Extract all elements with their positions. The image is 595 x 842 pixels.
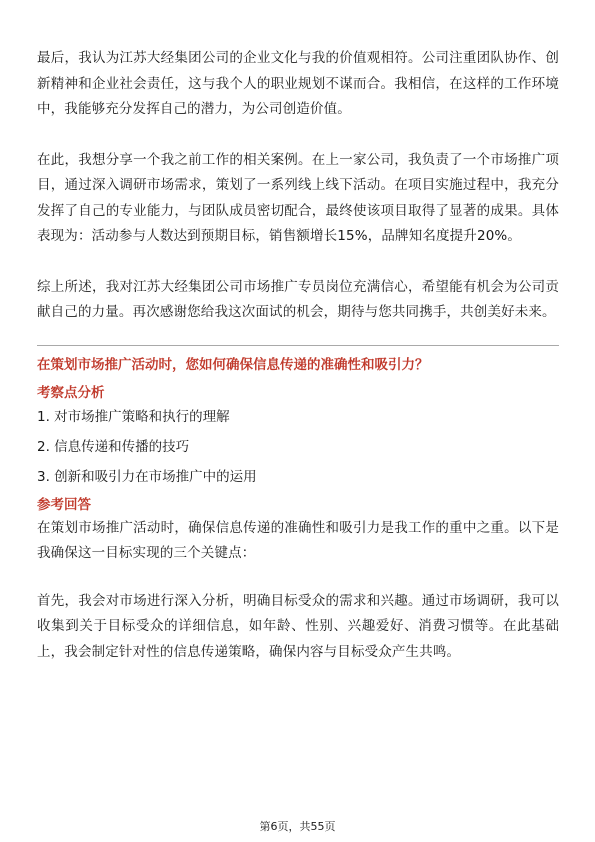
analysis-point: 2. 信息传递和传播的技巧	[37, 438, 190, 455]
intro-paragraph-3: 综上所述，我对江苏大经集团公司市场推广专员岗位充满信心，希望能有机会为公司贡献自己的力量。再次感谢您给我这次面试的机会，期待与您共同携手，共创美好未来。	[37, 278, 559, 320]
analysis-label: 考察点分析	[37, 384, 105, 401]
answer-paragraph-1: 在策划市场推广活动时，确保信息传递的准确性和吸引力是我工作的重中之重。以下是我确保这一目标实现的三个关键点：	[37, 519, 559, 561]
question-title: 在策划市场推广活动时，您如何确保信息传递的准确性和吸引力？	[37, 356, 429, 373]
intro-paragraph-2: 在此，我想分享一个我之前工作的相关案例。在上一家公司，我负责了一个市场推广项目，通过深入调研市场需求，策划了一系列线上线下活动。在项目实施过程中，我充分发挥了自己的专业能力，与团队成员密切配合，最终使该项目取得了显著的成果。具体表现为：活动参与人数达到预期目标，销售额增长15%，品牌知名度提升20%。	[37, 151, 559, 244]
page-footer	[0, 818, 595, 834]
analysis-list	[37, 406, 559, 488]
section-divider	[37, 345, 559, 346]
document-body	[37, 46, 559, 665]
analysis-point: 3. 创新和吸引力在市场推广中的运用	[37, 468, 257, 485]
answer-label: 参考回答	[37, 496, 91, 513]
answer-paragraph-2: 首先，我会对市场进行深入分析，明确目标受众的需求和兴趣。通过市场调研，我可以收集到关于目标受众的详细信息，如年龄、性别、兴趣爱好、消费习惯等。在此基础上，我会制定针对性的信息传递策略，确保内容与目标受众产生共鸣。	[37, 592, 559, 660]
analysis-point: 1. 对市场推广策略和执行的理解	[37, 408, 230, 425]
page-indicator: 第6页，共55页	[259, 820, 336, 833]
intro-paragraph-1: 最后，我认为江苏大经集团公司的企业文化与我的价值观相符。公司注重团队协作、创新精神和企业社会责任，这与我个人的职业规划不谋而合。我相信，在这样的工作环境中，我能够充分发挥自己的潜力，为公司创造价值。	[37, 50, 559, 117]
